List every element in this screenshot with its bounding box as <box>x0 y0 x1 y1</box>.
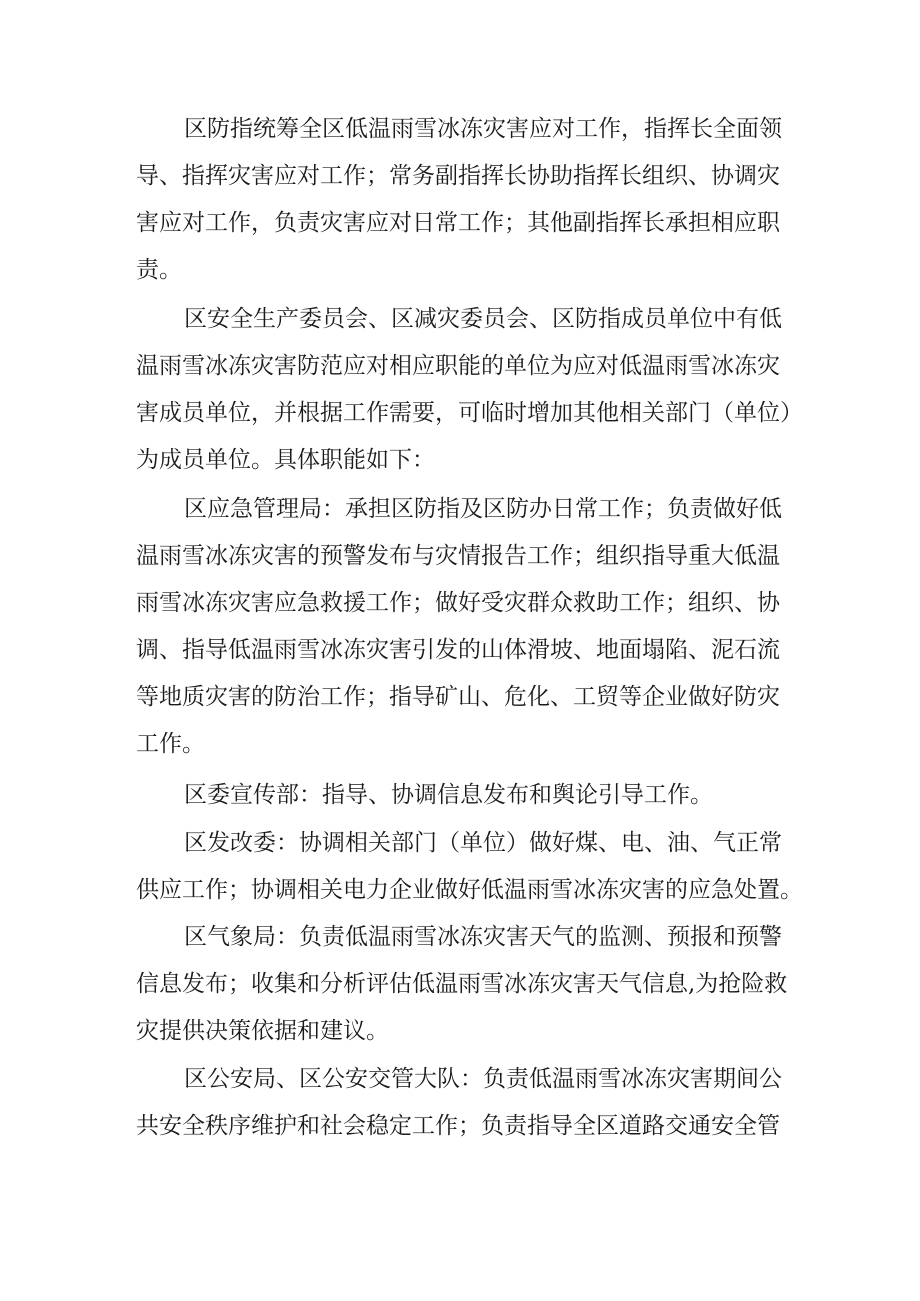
paragraph-emergency-management-bureau <box>136 486 796 768</box>
paragraph-publicity-department <box>136 772 796 819</box>
paragraph-member-units <box>136 296 803 484</box>
text-line: 供应工作；协调相关电力企业做好低温雨雪冰冻灾害的应急处置。 <box>136 877 803 903</box>
text-line: 雨雪冰冻灾害应急救援工作；做好受灾群众救助工作；组织、协 <box>136 590 780 616</box>
text-line: 灾提供决策依据和建议。 <box>136 1018 389 1044</box>
text-line: 区应急管理局：承担区防指及区防办日常工作；负责做好低 <box>184 496 782 522</box>
text-line: 害应对工作，负责灾害应对日常工作；其他副指挥长承担相应职 <box>136 210 780 236</box>
text-line: 区发改委：协调相关部门（单位）做好煤、电、油、气正常 <box>184 830 782 856</box>
text-line: 导、指挥灾害应对工作；常务副指挥长协助指挥长组织、协调灾 <box>136 163 780 189</box>
paragraph-development-reform-commission <box>136 820 803 914</box>
text-line: 温雨雪冰冻灾害的预警发布与灾情报告工作；组织指导重大低温 <box>136 543 780 569</box>
text-line: 为成员单位。具体职能如下： <box>136 447 435 473</box>
text-line: 责。 <box>136 257 182 283</box>
paragraph-public-security-bureau <box>136 1056 796 1150</box>
paragraph-district-command-duties <box>136 106 796 294</box>
text-line: 信息发布；收集和分析评估低温雨雪冰冻灾害天气信息,为抢险救 <box>136 971 788 997</box>
text-line: 区气象局：负责低温雨雪冰冻灾害天气的监测、预报和预警 <box>184 924 782 950</box>
text-line: 等地质灾害的防治工作；指导矿山、危化、工贸等企业做好防灾 <box>136 684 780 710</box>
text-line: 区公安局、区公安交管大队：负责低温雨雪冰冻灾害期间公 <box>184 1066 782 1092</box>
text-line: 工作。 <box>136 731 205 757</box>
text-line: 区防指统筹全区低温雨雪冰冻灾害应对工作，指挥长全面领 <box>184 116 782 142</box>
text-line: 调、指导低温雨雪冰冻灾害引发的山体滑坡、地面塌陷、泥石流 <box>136 637 780 663</box>
text-line: 共安全秩序维护和社会稳定工作；负责指导全区道路交通安全管 <box>136 1113 780 1139</box>
paragraph-meteorological-bureau <box>136 914 796 1055</box>
text-line: 区委宣传部：指导、协调信息发布和舆论引导工作。 <box>184 782 713 808</box>
text-line: 害成员单位，并根据工作需要，可临时增加其他相关部门（单位） <box>136 400 803 426</box>
text-line: 区安全生产委员会、区减灾委员会、区防指成员单位中有低 <box>184 306 782 332</box>
text-line: 温雨雪冰冻灾害防范应对相应职能的单位为应对低温雨雪冰冻灾 <box>136 353 780 379</box>
